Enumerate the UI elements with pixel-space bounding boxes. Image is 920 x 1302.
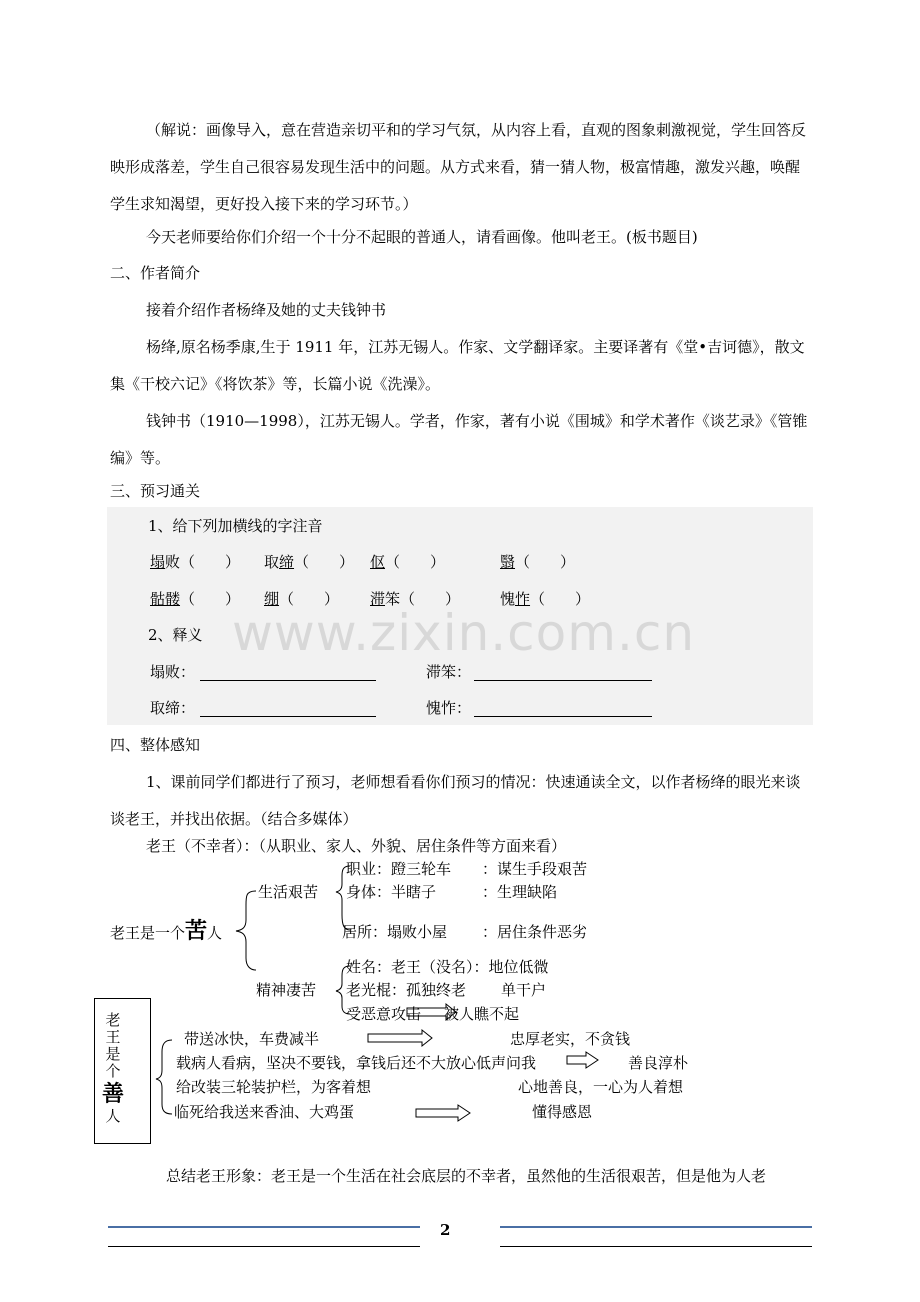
definition-label: 塌败： [150, 663, 196, 681]
spirit-misery-label: 精神凄苦 [256, 981, 317, 999]
explanation-paragraph: （解说：画像导入，意在营造亲切平和的学习气氛，从内容上看，直观的图象刺激视觉，学生回答反映形成落差，学生自己很容易发现生活中的问题。从方式来看，猜一猜人物，极富情趣，激发兴趣，唤醒学生求知渴望，更好投入接下来的学习环节。） [110, 121, 807, 213]
teacher-intro-line: 今天老师要给你们介绍一个十分不起眼的普通人，请看画像。他叫老王。(板书题目) [146, 228, 698, 246]
spirit-item: 被人瞧不起 [444, 1005, 520, 1023]
life-item-note: ：居住条件恶劣 [482, 923, 588, 941]
pinyin-item: 绷（ ） [264, 590, 340, 608]
definition-label: 愧怍： [426, 699, 472, 717]
section-heading-preview: 三、预习通关 [110, 482, 201, 500]
summary-line: 总结老王形象：老王是一个生活在社会底层的不幸者，虽然他的生活很艰苦，但是他为人老 [166, 1167, 767, 1185]
definition-label: 滞笨： [426, 663, 472, 681]
author-intro-line: 接着介绍作者杨绛及她的丈夫钱钟书 [146, 301, 387, 319]
shan-deed: 带送冰快，车费减半 [184, 1030, 320, 1048]
pinyin-question: 1、给下列加横线的字注音 [148, 517, 323, 535]
shan-quality: 懂得感恩 [532, 1103, 593, 1121]
section-heading-author: 二、作者简介 [110, 264, 201, 282]
watermark: www.zixin.com.cn [232, 604, 696, 662]
qian-zhongshu-bio: 钱钟书（1910—1998），江苏无锡人。学者，作家，著有小说《围城》和学术著作《谈艺录》《管锥编》等。 [110, 412, 808, 467]
life-item-note: ：生理缺陷 [482, 883, 558, 901]
spirit-item: 老光棍：孤独终老 [346, 981, 467, 999]
definition-question: 2、释义 [148, 626, 203, 644]
definition-label: 取缔： [150, 699, 196, 717]
shan-person-box [94, 998, 151, 1144]
spirit-item: 单干户 [501, 981, 547, 999]
pinyin-item: 伛（ ） [370, 553, 446, 571]
footer-rule [108, 1246, 420, 1247]
shan-big-char: 善 [101, 1081, 124, 1107]
spirit-item: 姓名：老王（没名）：地位低微 [346, 958, 549, 976]
life-item: 居所：塌败小屋 [342, 923, 448, 941]
life-item: 职业：蹬三轮车 [346, 860, 452, 878]
shan-deed: 载病人看病，坚决不要钱，拿钱后还不大放心低声问我 [176, 1054, 537, 1072]
pinyin-item: 塌败（ ） [150, 553, 241, 571]
yang-jiang-bio: 杨绛,原名杨季康,生于 1911 年，江苏无锡人。作家、文学翻译家。主要译著有《堂•吉诃德》，散文集《干校六记》《将饮茶》等，长篇小说《洗澡》。 [110, 338, 805, 393]
spirit-item: 受恶意攻击 [346, 1005, 422, 1023]
footer-rule [500, 1246, 812, 1247]
pinyin-item: 翳（ ） [500, 553, 576, 571]
pinyin-item: 滞笨（ ） [370, 590, 461, 608]
life-item: 身体：半瞎子 [346, 883, 437, 901]
footer-rule [108, 1226, 420, 1228]
life-hardship-label: 生活艰苦 [258, 883, 319, 901]
pinyin-item: 取缔（ ） [264, 553, 355, 571]
shan-pre-label: 老王是个 [105, 1011, 121, 1080]
shan-post-label: 人 [105, 1107, 121, 1125]
shan-deed: 临死给我送来香油、大鸡蛋 [174, 1103, 355, 1121]
pinyin-item: 骷髅（ ） [150, 590, 241, 608]
overall-question: 1、课前同学们都进行了预习，老师想看看你们预习的情况：快速通读全文，以作者杨绛的眼光来谈谈老王，并找出依据。（结合多媒体） [110, 773, 801, 828]
shan-quality: 心地善良，一心为人着想 [518, 1078, 684, 1096]
shan-quality: 善良淳朴 [628, 1054, 689, 1072]
footer-rule [500, 1226, 812, 1228]
section-heading-overall: 四、整体感知 [110, 736, 201, 754]
shan-deed: 给改装三轮装护栏，为客着想 [176, 1078, 372, 1096]
pinyin-item: 愧怍（ ） [500, 590, 591, 608]
unfortunate-heading: 老王（不幸者）：（从职业、家人、外貌、居住条件等方面来看） [146, 837, 567, 855]
life-item-note: ：谋生手段艰苦 [482, 860, 588, 878]
shan-quality: 忠厚老实，不贪钱 [510, 1030, 631, 1048]
page-number: 2 [440, 1221, 451, 1239]
ku-person-label: 老王是一个苦人 [110, 918, 223, 944]
